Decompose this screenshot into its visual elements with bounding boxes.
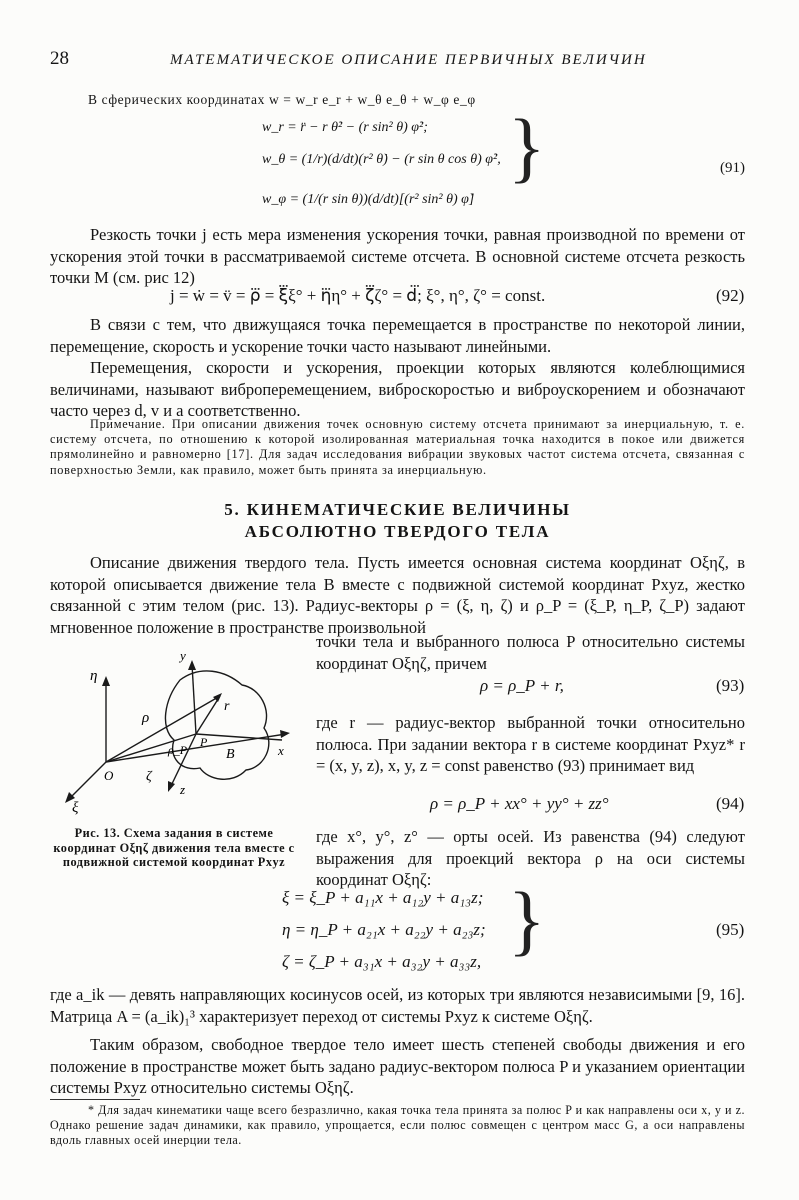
equation-95-zeta: ζ = ζ_P + a₃₁x + a₃₂y + a₃₃z,: [282, 952, 482, 971]
section-title-line2: АБСОЛЮТНО ТВЕРДОГО ТЕЛА: [244, 522, 551, 541]
linear-paragraph: В связи с тем, что движущаяся точка перемещается в пространстве по некоторой линии, перемещение, скорость и ускорение точки часто называют линейными.: [50, 315, 745, 356]
radius-vector-paragraph: где r — радиус-вектор выбранной точки относительно полюса. При задании вектора r в системе координат Pxyz* r = (x, y, z), x, y, z = const равенство (93) принимает вид: [316, 713, 745, 775]
label-z: z: [180, 782, 186, 797]
footnote-rule: [50, 1099, 140, 1100]
body-b-outline: [165, 671, 268, 779]
equation-w-theta: w_θ = (1/r)(d/dt)(r² θ̇) − (r sin θ cos θ) φ̇²,: [262, 152, 501, 167]
equation-number-93: (93): [716, 676, 745, 695]
projections-paragraph: где x°, y°, z° — орты осей. Из равенства (94) следуют выражения для проекций вектора ρ на оси системы координат Oξηζ:: [316, 827, 745, 889]
jerk-paragraph: Резкость точки j есть мера изменения ускорения точки, равная производной по времени от ускорения этой точки в рассматриваемой системе отсчета. В основной системе отсчета резкость точки M (см. рис 12): [50, 225, 745, 287]
figure-13-caption: Рис. 13. Схема задания в системе координат Oξηζ движения тела вместе с подвижной системой координат Pxyz: [53, 826, 295, 869]
rho-vector: [106, 696, 220, 762]
page-number: 28: [50, 48, 69, 69]
equation-93: ρ = ρ_P + r,: [480, 676, 564, 695]
label-rho-p: ρ_P: [168, 743, 188, 757]
label-origin: O: [104, 768, 114, 783]
equation-95-xi: ξ = ξ_P + a₁₁x + a₁₂y + a₁₃z;: [282, 888, 484, 907]
label-x: x: [278, 743, 284, 758]
label-r: r: [224, 699, 230, 714]
label-xi: ξ: [72, 800, 79, 816]
equation-95-eta: η = η_P + a₂₁x + a₂₂y + a₂₃z;: [282, 920, 486, 939]
label-body-b: B: [226, 747, 235, 762]
note: Примечание. При описании движения точек основную систему отсчета принимают за инерциальную, т. е. систему отсчета, по отношению к которой изолированная материальная точка находится в покое или движется прямолинейно и равномерно [17]. Для задач исследования вибрации звуковых частот система отсчета, связанная с поверхностью Земли, как правило, может быть принята за инерциальную.: [50, 417, 745, 477]
equation-w-phi: w_φ = (1/(r sin θ))(d/dt)[(r² sin² θ) φ̇]: [262, 192, 475, 207]
rigid-body-paragraph: Описание движения твердого тела. Пусть имеется основная система координат Oξηζ, в которой описывается движение тела B вместе с подвижной системой координат Pxyz, жестко связанной с этим телом (рис. 13). Радиус-векторы ρ = (ξ, η, ζ) и ρ_P = (ξ_P, η_P, ζ_P) задают мгновенное положение в пространстве произвольной: [50, 553, 745, 637]
label-rho: ρ: [142, 710, 150, 726]
label-p: P: [200, 735, 208, 749]
equation-number-95: (95): [716, 920, 745, 939]
rigid-body-continuation: точки тела и выбранного полюса P относительно системы координат Oξηζ, причем: [316, 632, 745, 673]
arrowheads: [65, 660, 290, 803]
equation-92: j = ẇ = v̈ = ρ⃛ = ξ⃛ξ° + η⃛η° + ζ⃛ζ° = d⃛; ξ°, η°, ζ° = const.: [170, 286, 546, 305]
spherical-intro: В сферических координатах w = w_r e_r + w_θ e_θ + w_φ e_φ: [88, 92, 476, 107]
brace-91: }: [508, 103, 546, 190]
cosines-paragraph: где a_ik — девять направляющих косинусов осей, из которых три являются независимыми [9, 16]. Матрица A = (a_ik)₁³ характеризует переход от системы Pxyz к системе Oξηζ.: [50, 985, 745, 1026]
equation-number-94: (94): [716, 794, 745, 813]
conclusion-paragraph: Таким образом, свободное твердое тело имеет шесть степеней свободы движения и его положение в пространстве может быть задано радиус-вектором полюса P и указанием ориентации системы Pxyz относительно системы Oξηζ.: [50, 1035, 745, 1097]
r-vector: [196, 696, 220, 734]
equation-94: ρ = ρ_P + xx° + yy° + zz°: [430, 794, 609, 813]
section-title-line1: 5. КИНЕМАТИЧЕСКИЕ ВЕЛИЧИНЫ: [224, 500, 571, 519]
brace-95: }: [508, 876, 546, 963]
figure-13: [50, 640, 310, 820]
equation-number-91: (91): [720, 160, 745, 176]
label-y: y: [180, 648, 186, 663]
label-eta: η: [90, 668, 98, 684]
y-axis: [192, 664, 196, 734]
equation-number-92: (92): [716, 286, 745, 305]
footnote: * Для задач кинематики чаще всего безразлично, какая точка тела принята за полюс P и как направлены оси x, y и z. Однако решение задач динамики, как правило, упрощается, если полюс совмещен с центром масс G, а оси направлены вдоль главных осей инерции тела.: [50, 1103, 745, 1147]
xi-axis: [68, 762, 106, 800]
running-title: МАТЕМАТИЧЕСКОЕ ОПИСАНИЕ ПЕРВИЧНЫХ ВЕЛИЧИН: [170, 52, 647, 68]
vibration-paragraph: Перемещения, скорости и ускорения, проекции которых являются колеблющимися величинами, называют виброперемещением, виброскоростью и виброускорением и обозначают часто через d, v и a соответственно.: [50, 358, 745, 420]
label-zeta: ζ: [146, 769, 152, 784]
equation-w-r: w_r = r̈ − r θ̇² − (r sin² θ) φ̇²;: [262, 120, 428, 135]
